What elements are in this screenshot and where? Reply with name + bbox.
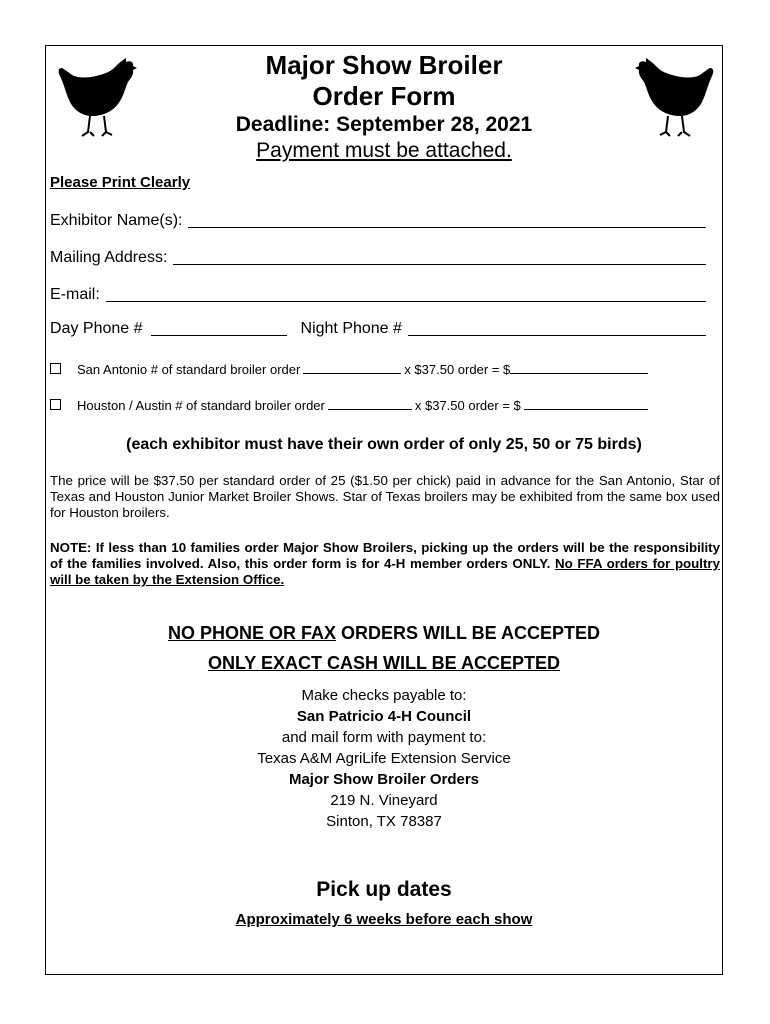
houston-qty-line[interactable] [328,398,412,410]
street-address: 219 N. Vineyard [330,792,438,809]
cash-only: ONLY EXACT CASH WILL BE ACCEPTED [207,653,561,673]
pickup-note: Approximately 6 weeks before each show [235,911,533,928]
note-paragraph [50,540,720,588]
san-antonio-label: San Antonio # of standard broiler order [77,362,301,377]
phone-field[interactable] [50,320,706,338]
mail-with: and mail form with payment to: [281,729,487,746]
exhibitor-name-field[interactable] [50,212,706,230]
checkbox-icon[interactable] [50,399,61,410]
san-antonio-total-line[interactable] [510,362,648,374]
note-ffa: No FFA orders for poultry will be taken by the Extension Office. [50,556,720,587]
payment-notice: Payment must be attached. [256,139,512,162]
email-label: E-mail: [50,286,100,303]
day-phone-label: Day Phone # [50,320,143,337]
houston-order[interactable] [50,398,651,413]
exhibitor-order-rule: (each exhibitor must have their own order of only 25, 50 or 75 birds) [126,436,642,453]
payable-to: Make checks payable to: [301,687,467,704]
mailing-address-label: Mailing Address: [50,249,168,266]
print-clearly-heading: Please Print Clearly [50,174,191,191]
night-phone-label: Night Phone # [300,320,402,337]
council-name: San Patricio 4-H Council [296,708,472,725]
san-antonio-price: x $37.50 order = $ [404,362,511,377]
houston-label: Houston / Austin # of standard broiler order [77,398,325,413]
checkbox-icon[interactable] [50,363,61,374]
note-main: NOTE: If less than 10 families order Major Show Broilers, picking up the orders will be the responsibility of the families involved. Also, this order form is for 4-H member orders ONLY. [50,540,720,571]
no-phone-fax: NO PHONE OR FAX ORDERS WILL BE ACCEPTED [167,623,601,643]
title-line-2: Order Form [312,81,456,111]
title-line-1: Major Show Broiler [265,50,503,80]
email-line[interactable] [106,286,706,302]
houston-price: x $37.50 order = $ [414,398,521,413]
mailing-address-field[interactable] [50,249,706,267]
day-phone-line[interactable] [151,320,287,336]
broiler-orders: Major Show Broiler Orders [288,771,480,788]
email-field[interactable] [50,286,706,304]
deadline: Deadline: September 28, 2021 [235,113,533,136]
houston-total-line[interactable] [524,398,648,410]
night-phone-line[interactable] [408,320,706,336]
extension-service: Texas A&M AgriLife Extension Service [257,750,511,767]
exhibitor-name-label: Exhibitor Name(s): [50,212,183,229]
mail-instructions [45,685,723,832]
city-state-zip: Sinton, TX 78387 [326,813,442,830]
pickup-title: Pick up dates [316,878,452,901]
san-antonio-qty-line[interactable] [303,362,401,374]
exhibitor-name-line[interactable] [188,212,706,228]
mailing-address-line[interactable] [173,249,706,265]
san-antonio-order[interactable] [50,362,651,377]
price-paragraph: The price will be $37.50 per standard order of 25 ($1.50 per chick) paid in advance for the San Antonio, Star of Texas and Houston Junior Market Broiler Shows. Star of Texas broilers may be exhibited from the same box used for Houston broilers. [50,473,720,520]
